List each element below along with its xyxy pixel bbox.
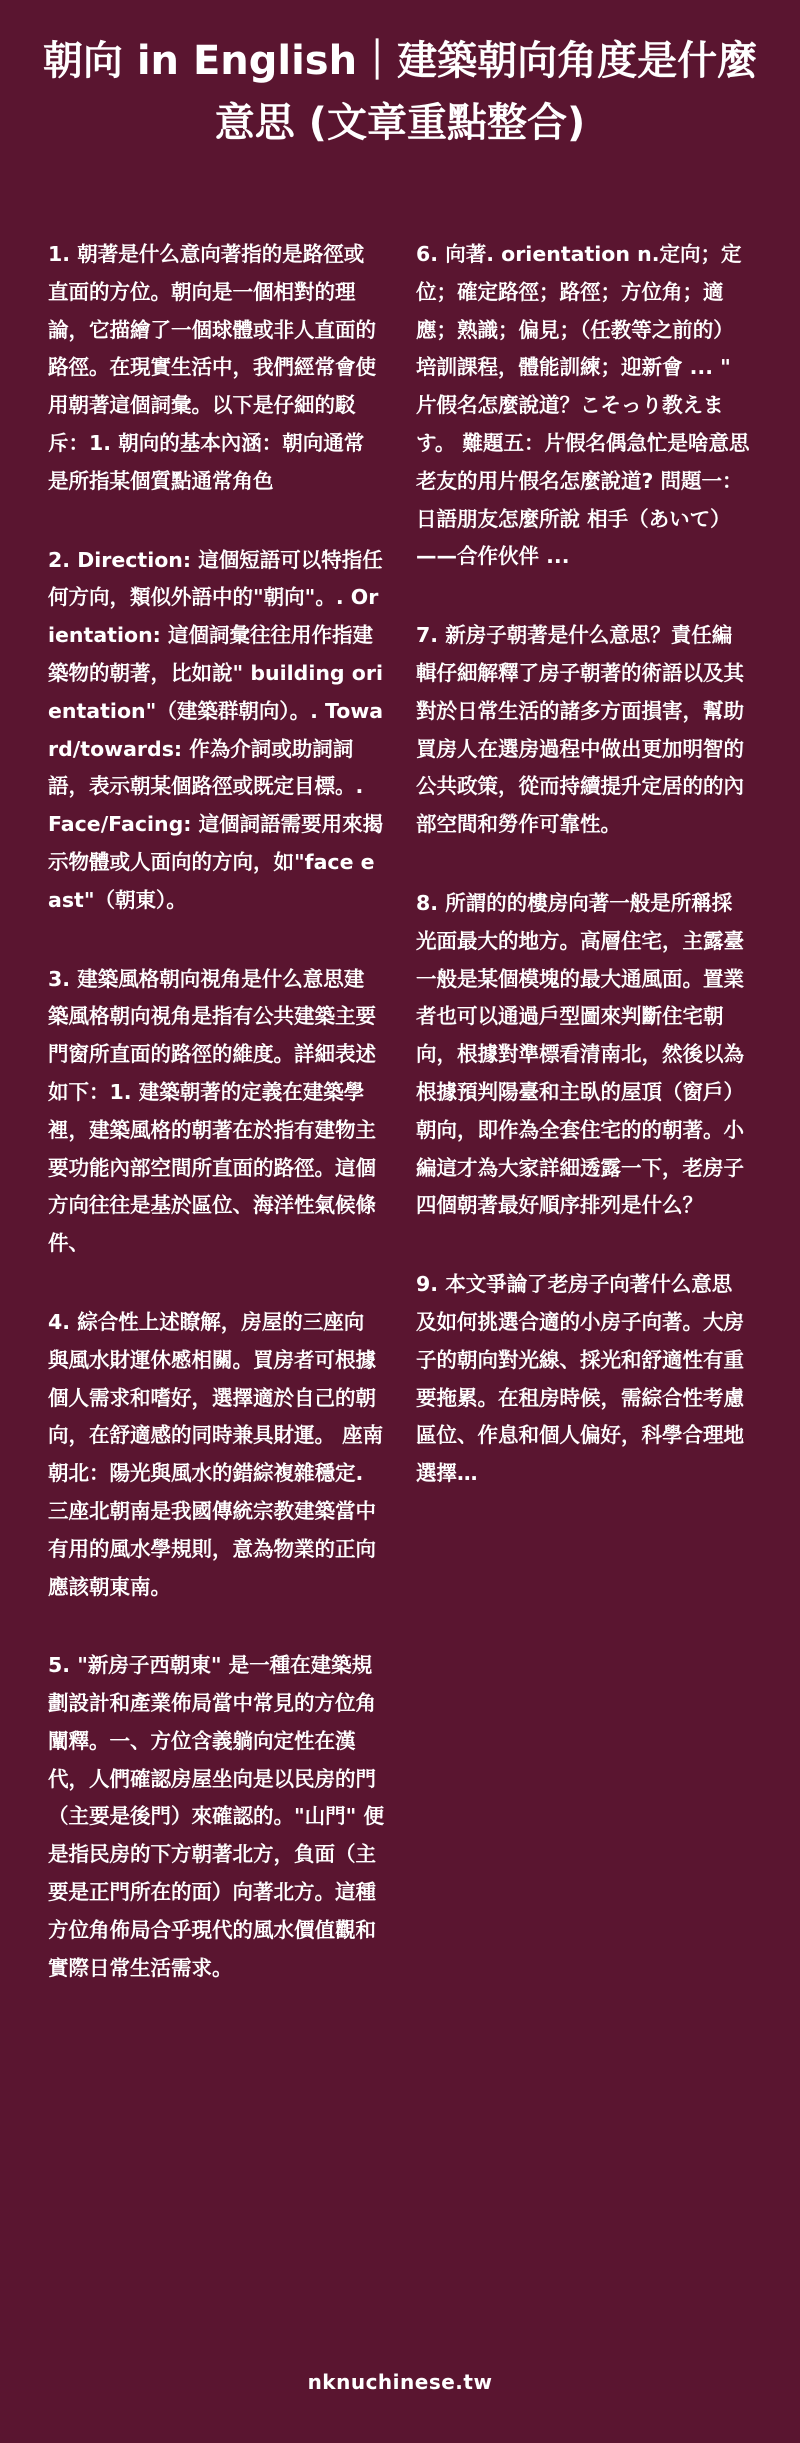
list-item: 3. 建築風格朝向視角是什么意思建築風格朝向視角是指有公共建築主要門窗所直面的路徑的維度。詳細表述如下：1. 建築朝著的定義在建築學裡，建築風格的朝著在於指有建物主要功能內部空間所直面的路徑。這個方向往往是基於區位、海洋性氣候條件、 — [48, 966, 376, 1256]
site-footer: nknuchinese.tw — [307, 2370, 493, 2394]
list-item: 7. 新房子朝著是什么意思？責任編輯仔細解釋了房子朝著的術語以及其對於日常生活的諸多方面損害，幫助買房人在選房過程中做出更加明智的公共政策，從而持續提升定居的的內部空間和勞作可靠性。 — [416, 623, 744, 837]
article-columns — [48, 236, 752, 2028]
list-item: 4. 綜合性上述瞭解，房屋的三座向與風水財運休慼相關。買房者可根據個人需求和嗜好，選擇適於自己的朝向，在舒適感的同時兼具財運。 座南朝北：陽光與風水的錯綜複雜穩定. 三座北朝南是我國傳統宗教建築當中有用的風水學規則，意為物業的正向應該朝東南。 — [48, 1309, 384, 1599]
page-title: 朝向 in English｜建築朝向角度是什麼意思 (文章重點整合) — [42, 38, 758, 146]
list-item: 2. Direction: 這個短語可以特指任何方向，類似外語中的"朝向"。. Orientation: 這個詞彙往往用作指建築物的朝著，比如說" building orientation"（建築群朝向）。. Toward/towards: 作為介詞或助詞詞語，表示朝某個路徑或既定目標。. Face/Facing: 這個詞語需要用來揭示物體或人面向的方向，如"face east"（朝東）。 — [48, 547, 384, 912]
list-item: 8. 所謂的的樓房向著一般是所稱採光面最大的地方。高層住宅，主露臺一般是某個模塊的最大通風面。置業者也可以通過戶型圖來判斷住宅朝向，根據對準標看清南北，然後以為根據預判陽臺和主臥的屋頂（窗戶）朝向，即作為全套住宅的的朝著。小編這才為大家詳細透露一下，老房子四個朝著最好順序排列是什么？ — [416, 890, 744, 1218]
right-column — [416, 236, 752, 2028]
left-column — [48, 236, 384, 2028]
list-item: 5. "新房子西朝東" 是一種在建築規劃設計和產業佈局當中常見的方位角闡釋。一、方位含義躺向定性在漢代，人們確認房屋坐向是以民房的門（主要是後門）來確認的。"山門" 便是指民房的下方朝著北方，負面（主要是正門所在的面）向著北方。這種方位角佈局合乎現代的風水價值觀和實際日常生活需求。 — [48, 1653, 384, 1980]
list-item: 6. 向著. orientation n.定向；定位；確定路徑；路徑；方位角；適應；熟識；偏見；（任教等之前的）培訓課程，體能訓練；迎新會 ... " 片假名怎麼說道？こそっり教えます。 難題五：片假名偶急忙是啥意思 老友的用片假名怎麼說道? 問題一：日語朋友怎麼所說 相手（あいて）——合作伙伴 ... — [416, 242, 750, 569]
list-item: 9. 本文爭論了老房子向著什么意思及如何挑選合適的小房子向著。大房子的朝向對光線、採光和舒適性有重要拖累。在租房時候，需綜合性考慮區位、作息和個人偏好，科學合理地選擇… — [416, 1272, 744, 1486]
list-item: 1. 朝著是什么意向著指的是路徑或直面的方位。朝向是一個相對的理論，它描繪了一個球體或非人直面的路徑。在現實生活中，我們經常會使用朝著這個詞彙。以下是仔細的駁斥：1. 朝向的基本內涵：朝向通常是所指某個質點通常角色 — [48, 242, 376, 493]
